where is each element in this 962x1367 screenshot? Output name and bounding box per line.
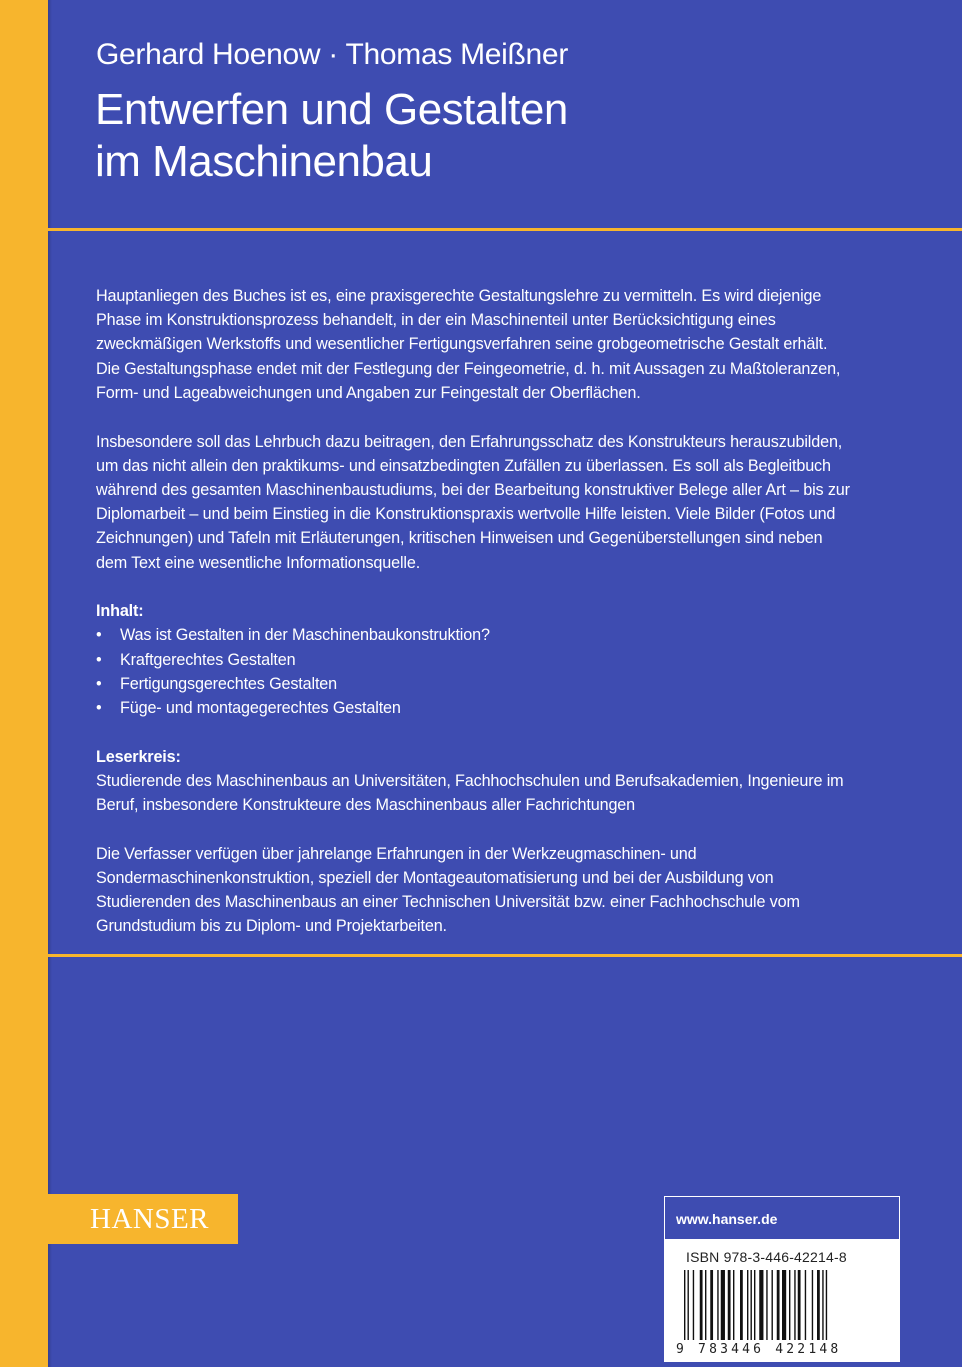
barcode-bar (721, 1270, 725, 1340)
barcode-bar (733, 1270, 734, 1340)
barcode-bar (766, 1270, 767, 1340)
divider-bottom (48, 954, 962, 957)
spine-shadow (48, 0, 52, 1367)
barcode-bar (794, 1270, 795, 1340)
title-line-2: im Maschinenbau (95, 137, 433, 186)
barcode-bar (772, 1270, 773, 1340)
book-title (95, 84, 568, 188)
authors: Gerhard Hoenow · Thomas Meißner (96, 38, 569, 71)
bullet: • (96, 626, 102, 645)
barcode-bar (705, 1270, 706, 1340)
authors-text: Die Verfasser verfügen über jahrelange Erfahrungen in der Werkzeugmaschinen- und Sondermaschinenkonstruktion, speziell der Montageautomatisierung und bei der Ausbildung von Studierenden des Maschinenbaus an einer Technischen Universität bzw. einer Fachhochschule vom Grundstudium bis zu Diplom- und Projektarbeiten. (96, 844, 800, 936)
contents-heading: Inhalt: (96, 602, 144, 621)
barcode-bar (805, 1270, 806, 1340)
isbn-number: ISBN 978-3-446-42214-8 (686, 1249, 847, 1265)
bullet: • (96, 674, 102, 693)
paragraph-purpose: Hauptanliegen des Buches ist es, eine praxisgerechte Gestaltungslehre zu vermitteln. Es wird diejenige Phase im Konstruktionsprozess behandelt, in der ein Maschinenteil unter Berücksichtigung eines zweckmäßigen Werkstoffs und wesentlicher Fertigungsverfahren seine grobgeometrische Gestalt erhält. Die Gestaltungsphase endet mit der Festlegung der Feingeometrie, d. h. mit Aussagen zu Maßtoleranzen, Form- und Lageabweichungen und Angaben zur Feingestalt der Oberflächen. (96, 287, 841, 402)
list-item: • Fertigungsgerechtes Gestalten (96, 672, 852, 696)
barcode-bar (684, 1270, 685, 1340)
barcode-bar (751, 1270, 752, 1340)
barcode-bar (759, 1270, 763, 1340)
blurb (96, 284, 852, 963)
bullet: • (96, 699, 102, 718)
barcode-bar (740, 1270, 743, 1340)
contents-list (96, 623, 852, 720)
barcode-bar (817, 1270, 820, 1340)
barcode-bar (822, 1270, 823, 1340)
barcode-bar (826, 1270, 827, 1340)
barcode-bar (693, 1270, 694, 1340)
bullet: • (96, 650, 102, 669)
barcode-bar (700, 1270, 703, 1340)
barcode-digits: 9 783446 422148 (676, 1342, 842, 1357)
barcode-bar (812, 1270, 813, 1340)
barcode-bar (789, 1270, 790, 1340)
barcode-bar (777, 1270, 780, 1340)
barcode-bar (782, 1270, 786, 1340)
publisher-url: www.hanser.de (676, 1211, 778, 1227)
barcode-bar (688, 1270, 689, 1340)
publisher-logo: HANSER (90, 1203, 210, 1235)
paragraph-goals: Insbesondere soll das Lehrbuch dazu beitragen, den Erfahrungsschatz des Konstrukteurs herauszubilden, um das nicht allein den praktikums- und einsatzbedingten Zufällen zu überlassen. Es soll als Begleitbuch während des gesamten Maschinenbaustudiums, bei der Bearbeitung konstruktiver Belege aller Art – bis zur Diplomarbeit – und beim Einstieg in die Konstruktionspraxis wertvolle Hilfe leisten. Viele Bilder (Fotos und Zeichnungen) und Tafeln mit Erläuterungen, kritischen Hinweisen und Gegenüberstellungen sind neben dem Text eine wesentliche Informationsquelle. (96, 432, 850, 572)
readers-heading: Leserkreis: (96, 747, 181, 766)
list-item: • Füge- und montagegerechtes Gestalten (96, 696, 852, 720)
barcode-bar (754, 1270, 755, 1340)
spine-stripe (0, 0, 48, 1367)
barcode-bar (710, 1270, 713, 1340)
list-item: • Kraftgerechtes Gestalten (96, 648, 852, 672)
title-line-1: Entwerfen und Gestalten (95, 85, 568, 134)
barcode-bar (728, 1270, 731, 1340)
barcode-bar (798, 1270, 801, 1340)
barcode-bar (747, 1270, 748, 1340)
barcode-bar (717, 1270, 718, 1340)
readers-text: Studierende des Maschinenbaus an Universitäten, Fachhochschulen und Berufsakademien, Ingenieure im Beruf, insbesondere Konstrukteure des Maschinenbaus aller Fachrichtungen (96, 771, 844, 815)
divider-top (48, 228, 962, 231)
list-item: • Was ist Gestalten in der Maschinenbaukonstruktion? (96, 623, 852, 647)
